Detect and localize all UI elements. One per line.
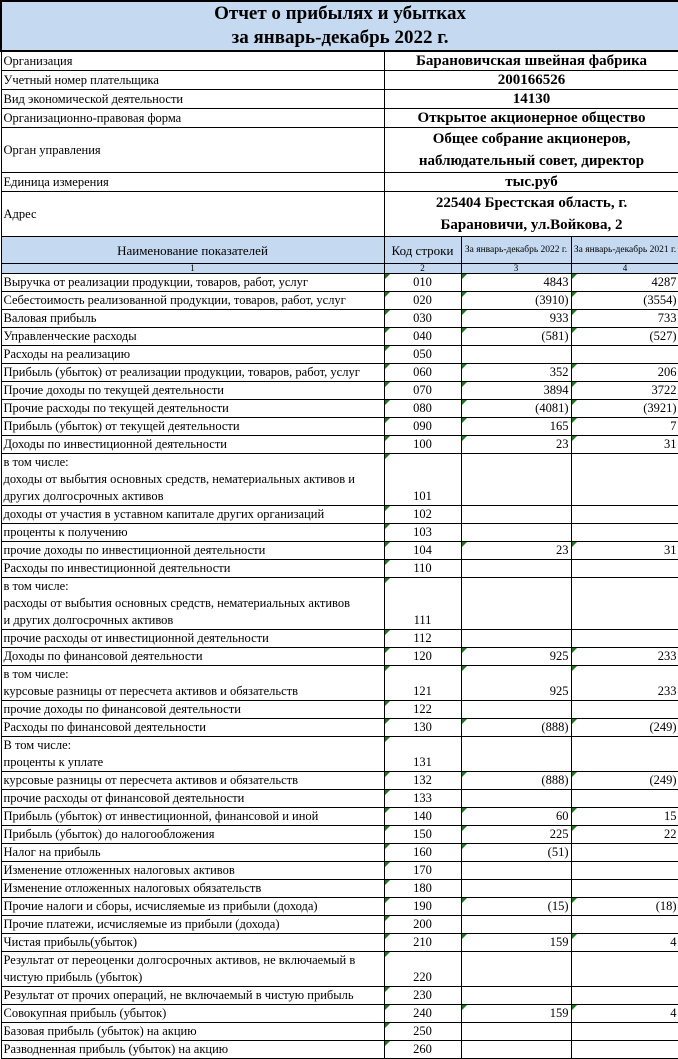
table-row (1, 542, 678, 560)
row-code[interactable]: 260 (384, 1041, 461, 1059)
row-code[interactable]: 122 (384, 701, 461, 719)
info-label[interactable]: Единица измерения (1, 173, 384, 192)
row-name-text: Себестоимость реализованной продукции, товаров, работ, услуг (3, 293, 346, 307)
value-2022[interactable] (461, 916, 571, 934)
row-name[interactable] (1, 1005, 384, 1023)
info-row-activity (1, 90, 678, 109)
row-name-text: прочие доходы по инвестиционной деятельности (3, 543, 266, 557)
management-line-2: наблюдательный совет, директор (418, 153, 645, 169)
row-code[interactable]: 250 (384, 1023, 461, 1041)
row-name-text: Налог на прибыль (3, 845, 101, 859)
row-name-text: Прочие доходы по текущей деятельности (3, 383, 224, 397)
table-row (1, 701, 678, 719)
row-code[interactable]: 070 (384, 382, 461, 400)
value-2022[interactable] (461, 506, 571, 524)
title-line-2: за январь-декабрь 2022 г. (231, 27, 449, 48)
info-label[interactable]: Учетный номер плательщика (1, 71, 384, 90)
info-label[interactable]: Орган управления (1, 128, 384, 173)
row-name-text: курсовые разницы от пересчета активов и обязательств (3, 684, 299, 698)
activity-value[interactable]: 14130 (384, 90, 678, 109)
row-name-text: Чистая прибыль(убыток) (3, 935, 138, 949)
value-2021[interactable]: (3554) (571, 292, 678, 310)
table-row (1, 346, 678, 364)
row-name[interactable] (1, 524, 384, 542)
row-name-text: Доходы по финансовой деятельности (3, 649, 203, 663)
value-2022[interactable]: 159 (461, 1005, 571, 1023)
info-row-taxpayer-id (1, 71, 678, 90)
row-name[interactable] (1, 274, 384, 292)
value-2021[interactable] (571, 790, 678, 808)
row-name[interactable] (1, 844, 384, 862)
legal-form-value[interactable]: Открытое акционерное общество (384, 109, 678, 128)
row-name[interactable] (1, 382, 384, 400)
table-row (1, 310, 678, 328)
row-prefix: В том числе: (3, 738, 72, 752)
row-name-text: прочие расходы от финансовой деятельности (3, 791, 245, 805)
info-label[interactable]: Вид экономической деятельности (1, 90, 384, 109)
value-2022[interactable]: 4843 (461, 274, 571, 292)
row-name[interactable] (1, 310, 384, 328)
value-2022[interactable] (461, 987, 571, 1005)
row-name[interactable] (1, 328, 384, 346)
row-code[interactable]: 060 (384, 364, 461, 382)
row-code[interactable]: 150 (384, 826, 461, 844)
row-name-text: Прибыль (убыток) от реализации продукции, товаров, работ, услуг (3, 365, 360, 379)
info-label[interactable]: Адрес (1, 192, 384, 237)
table-row (1, 454, 678, 506)
row-name-text: прочие доходы по финансовой деятельности (3, 702, 241, 716)
table-row (1, 648, 678, 666)
header-code[interactable]: Код строки (384, 237, 461, 264)
value-2021[interactable]: (527) (571, 328, 678, 346)
row-code[interactable]: 130 (384, 719, 461, 737)
row-name-text: Прибыль (убыток) до налогообложения (3, 827, 215, 841)
row-name-text: доходы от участия в уставном капитале других организаций (3, 507, 325, 521)
table-row (1, 1041, 678, 1059)
header-2022[interactable]: За январь-декабрь 2022 г. (461, 237, 571, 264)
value-2022[interactable] (461, 952, 571, 987)
row-code[interactable]: 190 (384, 898, 461, 916)
value-2021[interactable]: 15 (571, 808, 678, 826)
row-name-line-1: расходы от выбытия основных средств, нематериальных активов (3, 596, 350, 610)
value-2022[interactable] (461, 790, 571, 808)
info-row-organization (1, 51, 678, 71)
value-2021[interactable]: 7 (571, 418, 678, 436)
row-code[interactable]: 010 (384, 274, 461, 292)
row-code[interactable]: 121 (384, 666, 461, 701)
table-row (1, 506, 678, 524)
info-row-legal-form (1, 109, 678, 128)
row-code[interactable]: 030 (384, 310, 461, 328)
table-row (1, 987, 678, 1005)
value-2021[interactable]: (249) (571, 719, 678, 737)
row-name-text: Управленческие расходы (3, 329, 137, 343)
row-name-text: Расходы по инвестиционной деятельности (3, 561, 231, 575)
row-code[interactable]: 140 (384, 808, 461, 826)
table-row (1, 630, 678, 648)
row-name-text: Валовая прибыль (3, 311, 97, 325)
value-2021[interactable]: 206 (571, 364, 678, 382)
value-2022[interactable] (461, 862, 571, 880)
value-2021[interactable] (571, 578, 678, 630)
taxpayer-id-value[interactable]: 200166526 (384, 71, 678, 90)
value-2021[interactable]: (249) (571, 772, 678, 790)
table-row (1, 898, 678, 916)
row-name[interactable] (1, 934, 384, 952)
row-name-text: Доходы по инвестиционной деятельности (3, 437, 227, 451)
address-line-2: Барановичи, ул.Войкова, 2 (440, 217, 623, 233)
row-code[interactable]: 132 (384, 772, 461, 790)
row-name[interactable] (1, 648, 384, 666)
table-row (1, 862, 678, 880)
value-2021[interactable]: 3722 (571, 382, 678, 400)
row-name-line-2: и других долгосрочных активов (3, 613, 174, 627)
table-row (1, 790, 678, 808)
info-row-management (1, 128, 678, 173)
value-2022[interactable]: (581) (461, 328, 571, 346)
row-code[interactable]: 220 (384, 952, 461, 987)
row-name-text: курсовые разницы от пересчета активов и обязательств (3, 773, 299, 787)
value-2021[interactable]: 31 (571, 436, 678, 454)
row-name[interactable] (1, 1041, 384, 1059)
row-name[interactable] (1, 916, 384, 934)
row-name-line-1: доходы от выбытия основных средств, нематериальных активов и (3, 472, 355, 486)
value-2021[interactable]: (3921) (571, 400, 678, 418)
row-name-text: Прочие платежи, исчисляемые из прибыли (дохода) (3, 917, 280, 931)
value-2022[interactable]: 933 (461, 310, 571, 328)
value-2022[interactable] (461, 560, 571, 578)
value-2022[interactable] (461, 880, 571, 898)
row-name[interactable] (1, 418, 384, 436)
row-name-line-2: других долгосрочных активов (3, 489, 164, 503)
row-name[interactable] (1, 952, 384, 987)
row-name[interactable] (1, 292, 384, 310)
table-row (1, 916, 678, 934)
row-name-text: Изменение отложенных налоговых обязательств (3, 881, 262, 895)
report-title (1, 1, 678, 51)
table-row (1, 560, 678, 578)
row-name[interactable] (1, 400, 384, 418)
row-name-line-1: Результат от переоценки долгосрочных активов, не включаемый в (3, 953, 356, 967)
value-2021[interactable]: 233 (571, 648, 678, 666)
table-row (1, 844, 678, 862)
row-code[interactable]: 131 (384, 737, 461, 772)
value-2021[interactable]: 4 (571, 934, 678, 952)
row-code[interactable]: 101 (384, 454, 461, 506)
row-name-text: Результат от прочих операций, не включаемый в чистую прибыль (3, 988, 354, 1002)
value-2022[interactable] (461, 701, 571, 719)
value-2021[interactable]: (18) (571, 898, 678, 916)
row-name-text: прочие расходы от инвестиционной деятельности (3, 631, 269, 645)
value-2021[interactable] (571, 506, 678, 524)
row-code[interactable]: 160 (384, 844, 461, 862)
column-header-row (1, 237, 678, 264)
value-2022[interactable]: 925 (461, 648, 571, 666)
value-2021[interactable]: 31 (571, 542, 678, 560)
value-2021[interactable]: 233 (571, 666, 678, 701)
value-2021[interactable] (571, 862, 678, 880)
table-row (1, 382, 678, 400)
row-name[interactable] (1, 542, 384, 560)
unit-value[interactable]: тыс.руб (384, 173, 678, 192)
value-2021[interactable]: 22 (571, 826, 678, 844)
row-code[interactable]: 020 (384, 292, 461, 310)
table-row (1, 400, 678, 418)
value-2021[interactable]: 4 (571, 1005, 678, 1023)
row-prefix: в том числе: (3, 579, 69, 593)
value-2022[interactable]: (3910) (461, 292, 571, 310)
table-row (1, 1005, 678, 1023)
value-2022[interactable]: 925 (461, 666, 571, 701)
info-row-unit (1, 173, 678, 192)
value-2022[interactable]: (15) (461, 898, 571, 916)
table-row (1, 808, 678, 826)
table-row (1, 952, 678, 987)
table-row (1, 578, 678, 630)
value-2021[interactable] (571, 916, 678, 934)
col-number: 2 (384, 264, 461, 274)
row-name[interactable] (1, 772, 384, 790)
value-2022[interactable] (461, 524, 571, 542)
row-name[interactable] (1, 364, 384, 382)
row-name-text: проценты к получению (3, 525, 128, 539)
table-row (1, 524, 678, 542)
value-2022[interactable] (461, 630, 571, 648)
row-name-text: Совокупная прибыль (убыток) (3, 1006, 167, 1020)
header-name[interactable]: Наименование показателей (1, 237, 384, 264)
row-code[interactable]: 200 (384, 916, 461, 934)
row-name-text: Разводненная прибыль (убыток) на акцию (3, 1042, 229, 1056)
row-name-text: Прибыль (убыток) от инвестиционной, финансовой и иной (3, 809, 319, 823)
value-2022[interactable]: 165 (461, 418, 571, 436)
value-2022[interactable]: (51) (461, 844, 571, 862)
row-name-text: Выручка от реализации продукции, товаров, работ, услуг (3, 275, 309, 289)
table-row (1, 666, 678, 701)
row-code[interactable]: 120 (384, 648, 461, 666)
table-row (1, 328, 678, 346)
address-value[interactable] (384, 192, 678, 237)
organization-value[interactable]: Барановичская швейная фабрика (384, 51, 678, 71)
value-2021[interactable] (571, 630, 678, 648)
row-name[interactable] (1, 666, 384, 701)
info-row-address (1, 192, 678, 237)
row-name-text: Изменение отложенных налоговых активов (3, 863, 235, 877)
row-code[interactable]: 103 (384, 524, 461, 542)
table-row (1, 880, 678, 898)
row-name[interactable] (1, 898, 384, 916)
value-2021[interactable] (571, 701, 678, 719)
row-name-text: Расходы по финансовой деятельности (3, 720, 206, 734)
value-2021[interactable] (571, 454, 678, 506)
row-name-text: проценты к уплате (3, 755, 104, 769)
value-2022[interactable]: 352 (461, 364, 571, 382)
table-row (1, 737, 678, 772)
table-row (1, 826, 678, 844)
row-name[interactable] (1, 436, 384, 454)
row-name[interactable] (1, 454, 384, 506)
title-line-1: Отчет о прибылях и убытках (214, 3, 466, 24)
row-code[interactable]: 133 (384, 790, 461, 808)
info-label[interactable]: Организационно-правовая форма (1, 109, 384, 128)
table-row (1, 934, 678, 952)
value-2022[interactable]: (4081) (461, 400, 571, 418)
value-2022[interactable]: 23 (461, 542, 571, 560)
row-name-text: Базовая прибыль (убыток) на акцию (3, 1024, 197, 1038)
row-prefix: в том числе: (3, 667, 69, 681)
table-row (1, 274, 678, 292)
row-code[interactable]: 080 (384, 400, 461, 418)
row-code[interactable]: 102 (384, 506, 461, 524)
value-2021[interactable] (571, 952, 678, 987)
table-row (1, 364, 678, 382)
value-2022[interactable]: (888) (461, 772, 571, 790)
table-row (1, 418, 678, 436)
value-2022[interactable]: 23 (461, 436, 571, 454)
row-name[interactable] (1, 790, 384, 808)
row-name-text: Прочие налоги и сборы, исчисляемые из прибыли (дохода) (3, 899, 318, 913)
row-name[interactable] (1, 506, 384, 524)
row-name[interactable] (1, 630, 384, 648)
value-2021[interactable] (571, 1041, 678, 1059)
address-line-1: 225404 Брестская область, г. (435, 195, 628, 211)
value-2022[interactable]: 225 (461, 826, 571, 844)
col-number: 3 (461, 264, 571, 274)
row-code[interactable]: 240 (384, 1005, 461, 1023)
value-2022[interactable] (461, 346, 571, 364)
row-prefix: в том числе: (3, 455, 69, 469)
row-code[interactable]: 100 (384, 436, 461, 454)
col-number: 4 (571, 264, 678, 274)
value-2022[interactable] (461, 454, 571, 506)
row-name-line-2: чистую прибыль (убыток) (3, 970, 143, 984)
row-name-text: Прочие расходы по текущей деятельности (3, 401, 229, 415)
value-2021[interactable] (571, 987, 678, 1005)
value-2021[interactable] (571, 346, 678, 364)
value-2021[interactable] (571, 560, 678, 578)
column-number-row (1, 264, 678, 274)
table-row (1, 772, 678, 790)
row-code[interactable]: 090 (384, 418, 461, 436)
row-code[interactable]: 180 (384, 880, 461, 898)
row-name-text: Расходы на реализацию (3, 347, 131, 361)
management-line-1: Общее собрание акционеров, (432, 131, 631, 147)
value-2021[interactable] (571, 880, 678, 898)
value-2021[interactable]: 733 (571, 310, 678, 328)
value-2021[interactable] (571, 524, 678, 542)
value-2022[interactable]: (888) (461, 719, 571, 737)
table-row (1, 436, 678, 454)
row-code[interactable]: 170 (384, 862, 461, 880)
row-code[interactable]: 230 (384, 987, 461, 1005)
header-2021[interactable]: За январь-декабрь 2021 г. (571, 237, 678, 264)
value-2022[interactable] (461, 578, 571, 630)
row-name[interactable] (1, 987, 384, 1005)
value-2022[interactable] (461, 737, 571, 772)
value-2021[interactable]: 4287 (571, 274, 678, 292)
row-name[interactable] (1, 719, 384, 737)
row-code[interactable]: 110 (384, 560, 461, 578)
row-code[interactable]: 111 (384, 578, 461, 630)
row-code[interactable]: 040 (384, 328, 461, 346)
row-name[interactable] (1, 737, 384, 772)
row-name[interactable] (1, 560, 384, 578)
row-name-text: Прибыль (убыток) от текущей деятельности (3, 419, 240, 433)
row-name[interactable] (1, 701, 384, 719)
table-row (1, 292, 678, 310)
row-name[interactable] (1, 862, 384, 880)
table-row (1, 719, 678, 737)
row-name[interactable] (1, 826, 384, 844)
value-2022[interactable]: 60 (461, 808, 571, 826)
row-name[interactable] (1, 880, 384, 898)
value-2022[interactable]: 3894 (461, 382, 571, 400)
value-2022[interactable] (461, 1041, 571, 1059)
row-name[interactable] (1, 346, 384, 364)
row-name[interactable] (1, 808, 384, 826)
row-name[interactable] (1, 578, 384, 630)
info-label[interactable]: Организация (1, 51, 384, 71)
value-2021[interactable] (571, 737, 678, 772)
value-2021[interactable] (571, 844, 678, 862)
management-value[interactable] (384, 128, 678, 173)
row-code[interactable]: 104 (384, 542, 461, 560)
row-code[interactable]: 210 (384, 934, 461, 952)
row-code[interactable]: 050 (384, 346, 461, 364)
col-number: 1 (1, 264, 384, 274)
value-2022[interactable]: 159 (461, 934, 571, 952)
row-code[interactable]: 112 (384, 630, 461, 648)
